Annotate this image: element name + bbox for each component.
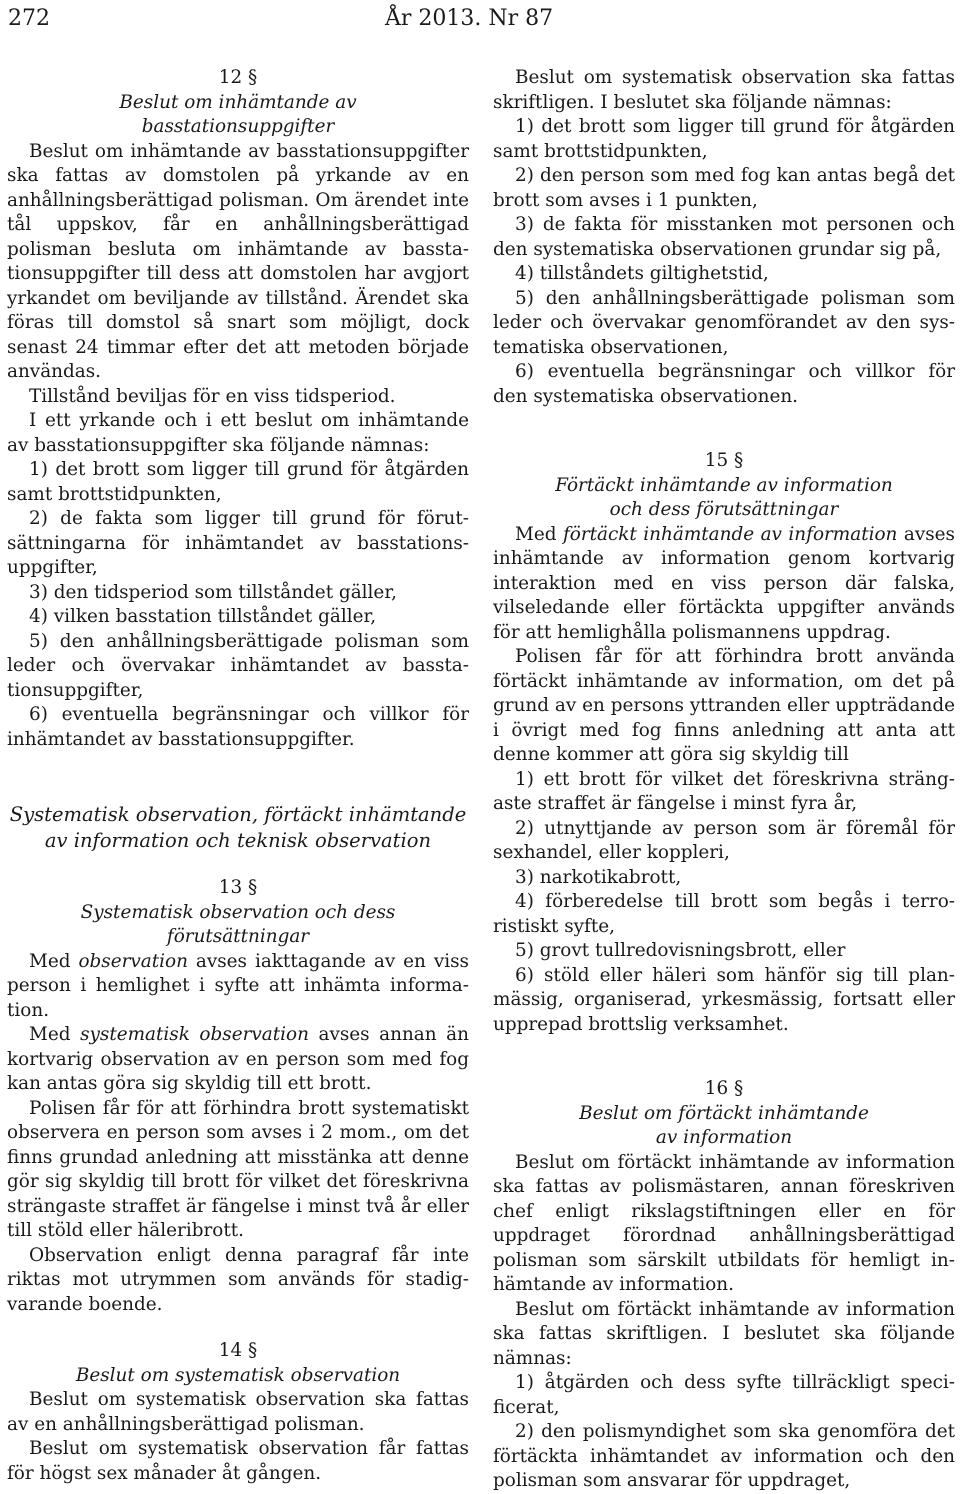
list-item: 5) den anhållningsberättigade polisman som leder och övervakar inhämtandet av basstationsuppgifter,	[7, 630, 469, 701]
list-item: 2) den polismyndighet som ska genomföra det förtäckta inhämtandet av information och den polisman som ansvarar för uppdraget,	[493, 1421, 955, 1491]
left-column	[7, 66, 469, 1486]
list-item: 2) utnyttjande av person som är föremål för sexhandel, eller koppleri,	[493, 817, 955, 863]
section-title-line: förutsättningar	[166, 926, 310, 947]
list-item: 6) stöld eller häleri som hänför sig till planmässig, organiserad, yrkesmässig, fortsatt eller upprepad brottslig verksamhet.	[493, 964, 955, 1035]
paragraph: Polisen får för att förhindra brott använda förtäckt inhämtande av information, om det på grund av en persons yttranden eller uppträdande i övrigt med fog finns anledning att anta att denne kommer att göra sig skyldig till	[493, 646, 955, 765]
paragraph: I ett yrkande och i ett beslut om inhämtande av basstationsuppgifter ska följande nämnas:	[7, 410, 469, 456]
section-title-line: Systematisk observation och dess	[80, 901, 396, 923]
paragraph: Med observation avses iakttagande av en viss person i hemlighet i syfte att inhämta information.	[7, 950, 469, 1021]
section-title-line: Beslut om systematisk observation	[75, 1364, 401, 1386]
list-item: 1) åtgärden och dess syfte tillräckligt specificerat,	[493, 1372, 955, 1418]
section-title-line: och dess förutsättningar	[609, 499, 839, 520]
list-item: 1) det brott som ligger till grund för åtgärden samt brottstidpunkten,	[7, 459, 469, 505]
list-item: 2) den person som med fog kan antas begå det brott som avses i 1 punkten,	[493, 165, 955, 211]
paragraph: Polisen får för att förhindra brott systematiskt observera en person som avses i 2 mom., om det finns grundad anledning att misstänka att denne gör sig skyldig till brott för vilket det föreskrivna strängaste straffet är fängelse i minst två år eller till stöld eller häleribrott.	[7, 1097, 469, 1241]
list-item: 1) ett brott för vilket det föreskrivna strängaste straffet är fängelse i minst fyra år,	[493, 768, 955, 814]
page-number: 272	[8, 6, 50, 31]
list-item: 3) den tidsperiod som tillståndet gäller,	[29, 581, 397, 603]
paragraph: Beslut om förtäckt inhämtande av information ska fattas av polismästaren, annan föreskriven chef enligt rikslagstiftningen eller en för uppdraget förordnad anhållningsberättigad polisman som särskilt utbildats för hemligt inhämtande av information.	[493, 1151, 955, 1295]
chapter-heading-line: Systematisk observation, förtäckt inhämtande	[9, 803, 467, 826]
section-title-line: Förtäckt inhämtande av information	[555, 474, 893, 496]
list-item: 3) de fakta för misstanken mot personen och den systematiska observationen grundar sig på,	[493, 214, 955, 260]
section-title-line: basstationsuppgifter	[141, 116, 335, 137]
paragraph: Tillstånd beviljas för en viss tidsperiod.	[29, 385, 396, 407]
section-number: 16 §	[704, 1078, 744, 1099]
list-item: 4) förberedelse till brott som begås i terroristiskt syfte,	[493, 891, 955, 937]
list-item: 3) narkotikabrott,	[515, 866, 682, 888]
section-number: 13 §	[218, 877, 258, 898]
paragraph: Beslut om systematisk observation får fattas för högst sex månader åt gången.	[7, 1438, 469, 1484]
list-item: 6) eventuella begränsningar och villkor för den systematiska observationen.	[493, 361, 955, 407]
section-number: 12 §	[218, 67, 258, 88]
list-item: 1) det brott som ligger till grund för åtgärden samt brottstidpunkten,	[493, 116, 955, 162]
list-item: 6) eventuella begränsningar och villkor för inhämtandet av basstationsuppgifter.	[7, 704, 469, 750]
section-number: 14 §	[218, 1340, 258, 1361]
section-title-line: Beslut om inhämtande av	[119, 91, 357, 113]
chapter-heading-line: av information och teknisk observation	[44, 829, 432, 852]
paragraph: Beslut om förtäckt inhämtande av information ska fattas skriftligen. I beslutet ska följande nämnas:	[493, 1298, 955, 1369]
list-item: 5) grovt tullredovisningsbrott, eller	[515, 940, 846, 961]
page-header	[0, 0, 960, 40]
right-column	[493, 66, 955, 1494]
section-title-line: Beslut om förtäckt inhämtande	[579, 1102, 869, 1124]
defined-term: förtäckt inhämtande av information	[562, 523, 898, 545]
list-item: 4) tillståndets giltighetstid,	[515, 263, 769, 284]
paragraph: Beslut om systematisk observation ska fattas skriftligen. I beslutet ska följande nämnas:	[493, 67, 955, 113]
paragraph: Med systematisk observation avses annan än kortvarig observation av en person som med fog kan antas göra sig skyldig till ett brott.	[7, 1024, 469, 1094]
paragraph: Med förtäckt inhämtande av information avses inhämtande av information genom kortvarig interaktion med en viss person där falska, vilseledande eller förtäckta uppgifter används för att hemlighålla polismannens uppdrag.	[493, 523, 955, 643]
section-number: 15 §	[704, 450, 744, 471]
list-item: 5) den anhållningsberättigade polisman som leder och övervakar genomförandet av den systematiska observationen,	[493, 287, 955, 358]
list-item: 4) vilken basstation tillståndet gäller,	[29, 606, 377, 627]
paragraph: Beslut om inhämtande av basstationsuppgifter ska fattas av domstolen på yrkande av en anhållningsberättigad polisman. Om ärendet inte tål uppskov, får en anhållningsberättigad polisman besluta om inhämtande av basstationsuppgifter till dess att domstolen har avgjort yrkandet om beviljande av tillstånd. Ärendet ska föras till domstol så snart som möjligt, dock senast 24 timmar efter det att metoden började användas.	[7, 140, 469, 382]
issue-label: År 2013. Nr 87	[385, 6, 554, 31]
paragraph: Observation enligt denna paragraf får inte riktas mot utrymmen som används för stadigvarande boende.	[7, 1244, 469, 1315]
defined-term: systematisk observation	[80, 1024, 309, 1045]
paragraph: Beslut om systematisk observation ska fattas av en anhållningsberättigad polisman.	[7, 1389, 469, 1435]
list-item: 2) de fakta som ligger till grund för förutsättningarna för inhämtandet av basstationsuppgifter,	[7, 508, 469, 578]
section-title-line: av information	[655, 1127, 793, 1148]
defined-term: observation	[78, 950, 188, 972]
